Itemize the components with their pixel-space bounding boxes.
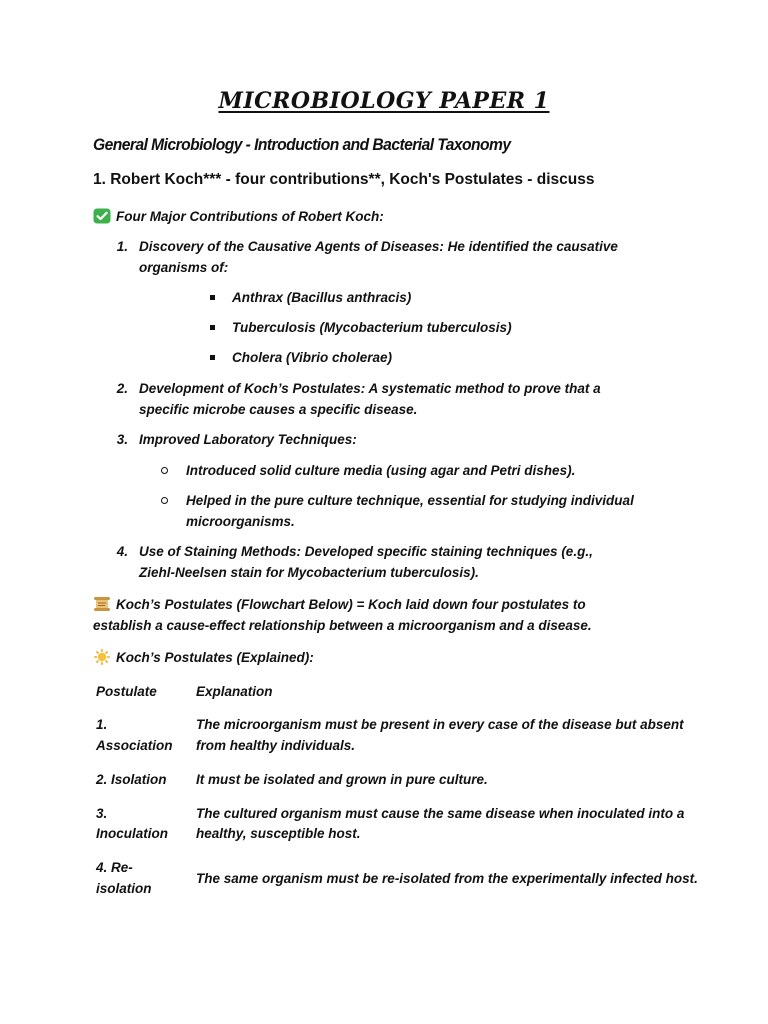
postulates-intro-line2: establish a cause-effect relationship between a microorganism and a disease. [93,618,592,633]
table-header-postulate: Postulate [96,684,157,699]
list-number: 3. [116,432,128,447]
postulates-explained-text: Koch’s Postulates (Explained): [116,650,314,665]
question-heading: 1. Robert Koch*** - four contributions**, Koch's Postulates - discuss [93,171,595,188]
explanation-cell: The same organism must be re-isolated from the experimentally infected host. [196,871,698,886]
list-item-text: Use of Staining Methods: Developed specific staining techniques (e.g., [139,544,593,559]
table-header-explanation: Explanation [196,684,273,699]
list-number: 2. [116,381,128,396]
sub-list-item: Introduced solid culture media (using agar and Petri dishes). [186,463,576,478]
postulates-intro [93,594,586,615]
check-mark-button-icon [93,208,111,224]
contributions-heading-text: Four Major Contributions of Robert Koch: [116,209,384,224]
scroll-icon [93,596,111,612]
sub-list-item: Cholera (Vibrio cholerae) [232,350,393,365]
postulate-cell: 4. Re- [96,860,133,875]
sub-list-item: Tuberculosis (Mycobacterium tuberculosis) [232,320,512,335]
circle-bullet-icon [161,497,168,504]
square-bullet-icon [210,295,215,300]
postulates-intro-line1: Koch’s Postulates (Flowchart Below) = Koch laid down four postulates to [116,597,586,612]
list-item-text: specific microbe causes a specific disease. [139,402,418,417]
list-item-text: Improved Laboratory Techniques: [139,432,357,447]
list-item-text: Ziehl-Neelsen stain for Mycobacterium tuberculosis). [139,565,479,580]
page-title: MICROBIOLOGY PAPER 1 [218,88,550,114]
explanation-cell: It must be isolated and grown in pure culture. [196,772,488,787]
list-item-text: Discovery of the Causative Agents of Diseases: He identified the causative [139,239,618,254]
postulate-cell: 3. [96,806,108,821]
sun-icon [93,649,111,665]
list-item-text: organisms of: [139,260,229,275]
explanation-cell: The microorganism must be present in every case of the disease but absent [196,717,684,732]
section-subtitle: General Microbiology - Introduction and Bacterial Taxonomy [93,135,511,154]
postulate-cell: Inoculation [96,826,168,841]
postulate-cell: Association [96,738,173,753]
list-number: 1. [116,239,128,254]
postulate-cell: 1. [96,717,108,732]
sub-list-item: Helped in the pure culture technique, essential for studying individual [186,493,634,508]
sub-list-item: microorganisms. [186,514,295,529]
postulate-cell: 2. Isolation [96,772,167,787]
square-bullet-icon [210,325,215,330]
postulates-explained-heading [93,647,314,668]
circle-bullet-icon [161,467,168,474]
explanation-cell: healthy, susceptible host. [196,826,361,841]
sub-list-item: Anthrax (Bacillus anthracis) [232,290,412,305]
list-number: 4. [116,544,128,559]
square-bullet-icon [210,355,215,360]
contributions-heading [93,206,384,227]
explanation-cell: The cultured organism must cause the same disease when inoculated into a [196,806,685,821]
list-item-text: Development of Koch’s Postulates: A systematic method to prove that a [139,381,601,396]
postulate-cell: isolation [96,881,152,896]
explanation-cell: from healthy individuals. [196,738,356,753]
